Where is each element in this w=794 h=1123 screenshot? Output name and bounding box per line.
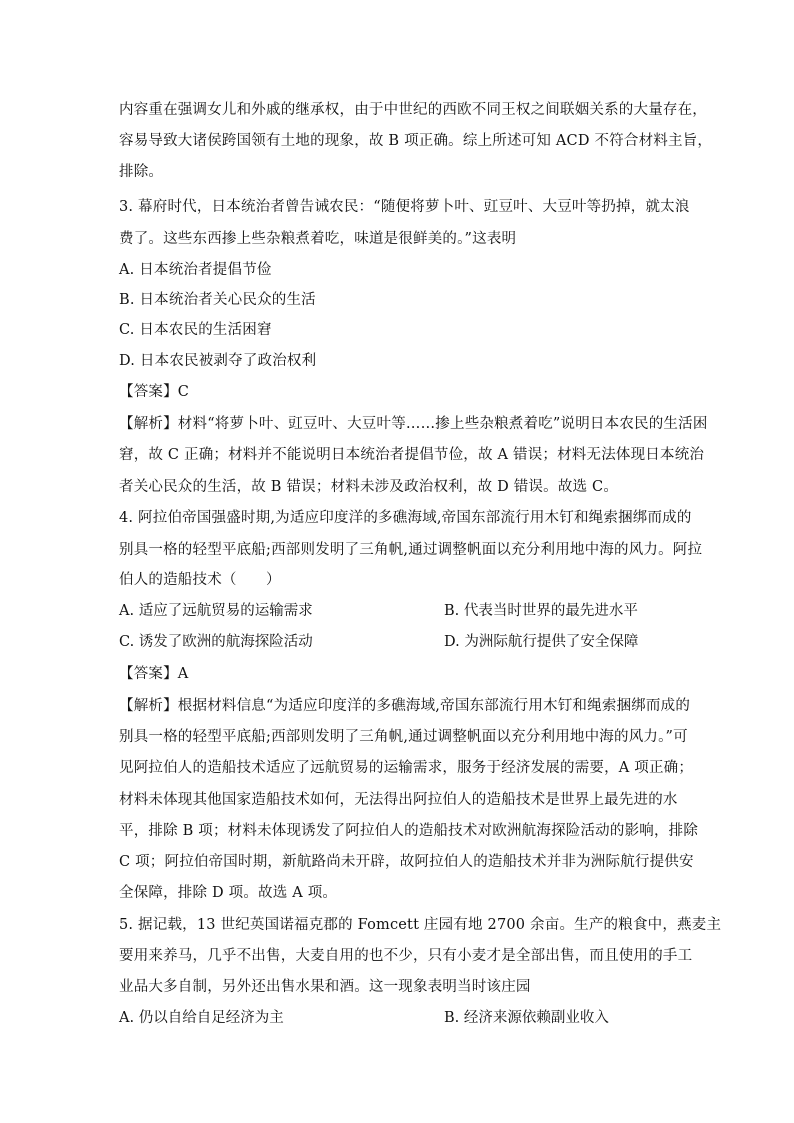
question-4-stem: 伯人的造船技术（ ） — [119, 572, 281, 588]
question-5-option-b: B. 经济来源依赖副业收入 — [444, 1010, 609, 1026]
question-3-analysis: 窘，故 C 正确；材料并不能说明日本统治者提倡节俭，故 A 错误；材料无法体现日本统治 — [119, 447, 705, 463]
question-4-stem: 别具一格的轻型平底船;西部则发明了三角帆,通过调整帆面以充分利用地中海的风力。阿拉 — [119, 542, 703, 558]
question-3-option-a: A. 日本统治者提倡节俭 — [119, 262, 272, 278]
question-4-analysis: 材料未体现其他国家造船技术如何，无法得出阿拉伯人的造船技术是世界上最先进的水 — [119, 792, 678, 808]
analysis-line: 排除。 — [119, 164, 164, 180]
question-3-answer: 【答案】C — [119, 384, 190, 400]
question-4-analysis: 平，排除 B 项；材料未体现诱发了阿拉伯人的造船技术对欧洲航海探险活动的影响，排除 — [119, 823, 699, 839]
question-3-stem: 费了。这些东西掺上些杂粮煮着吃，味道是很鲜美的。”这表明 — [119, 231, 517, 247]
question-5-stem: 业品大多自制，另外还出售水果和酒。这一现象表明当时该庄园 — [119, 979, 531, 995]
question-3-analysis: 者关心民众的生活，故 B 错误；材料未涉及政治权利，故 D 错误。故选 C。 — [119, 479, 619, 495]
analysis-line: 内容重在强调女儿和外戚的继承权，由于中世纪的西欧不同王权之间联姻关系的大量存在， — [119, 102, 707, 118]
question-3-option-d: D. 日本农民被剥夺了政治权利 — [119, 353, 317, 369]
question-4-analysis: C 项；阿拉伯帝国时期，新航路尚未开辟，故阿拉伯人的造船技术并非为洲际航行提供安 — [119, 854, 694, 870]
question-3-analysis: 【解析】材料“将萝卜叶、豇豆叶、大豆叶等……掺上些杂粮煮着吃”说明日本农民的生活困 — [119, 416, 708, 432]
question-3-option-b: B. 日本统治者关心民众的生活 — [119, 292, 316, 308]
question-4-analysis: 见阿拉伯人的造船技术适应了远航贸易的运输需求，服务于经济发展的需要，A 项正确； — [119, 760, 694, 776]
question-4-answer: 【答案】A — [119, 666, 189, 682]
question-5-option-a: A. 仍以自给自足经济为主 — [119, 1010, 284, 1026]
question-4-analysis: 全保障，排除 D 项。故选 A 项。 — [119, 885, 338, 901]
question-3-option-c: C. 日本农民的生活困窘 — [119, 322, 272, 338]
question-4-option-a: A. 适应了远航贸易的运输需求 — [119, 603, 313, 619]
question-4-option-b: B. 代表当时世界的最先进水平 — [444, 603, 638, 619]
question-4-option-c: C. 诱发了欧洲的航海探险活动 — [119, 634, 313, 650]
question-5-stem: 要用来养马，几乎不出售，大麦自用的也不少，只有小麦才是全部出售，而且使用的手工 — [119, 948, 693, 964]
question-4-stem: 4. 阿拉伯帝国强盛时期,为适应印度洋的多礁海域,帝国东部流行用木钉和绳索捆绑而成的 — [119, 510, 692, 526]
analysis-line: 容易导致大诸侯跨国领有土地的现象，故 B 项正确。综上所述可知 ACD 不符合材料主旨， — [119, 133, 713, 149]
question-3-stem: 3. 幕府时代，日本统治者曾告诫农民：“随便将萝卜叶、豇豆叶、大豆叶等扔掉，就太浪 — [119, 199, 690, 215]
question-4-analysis: 【解析】根据材料信息“为适应印度洋的多礁海域,帝国东部流行用木钉和绳索捆绑而成的 — [119, 698, 691, 714]
question-4-option-d: D. 为洲际航行提供了安全保障 — [444, 634, 639, 650]
question-4-analysis: 别具一格的轻型平底船;西部则发明了三角帆,通过调整帆面以充分利用地中海的风力。”可 — [119, 729, 688, 745]
question-5-stem: 5. 据记载，13 世纪英国诺福克郡的 Fomcett 庄园有地 2700 余亩。生产的粮食中，燕麦主 — [119, 917, 722, 933]
